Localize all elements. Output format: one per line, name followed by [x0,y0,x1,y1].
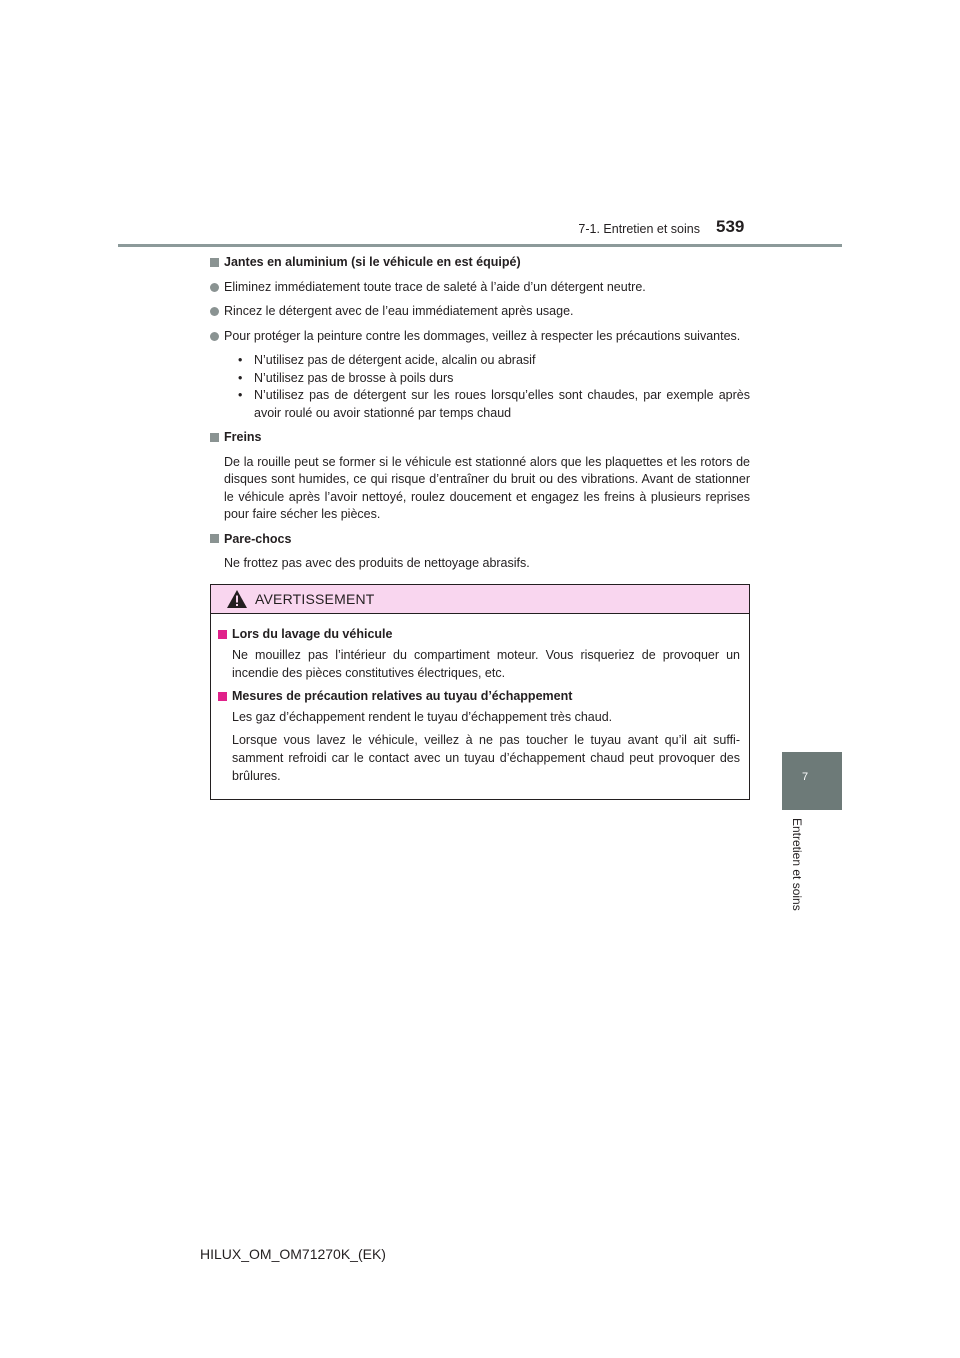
header-section-title: 7-1. Entretien et soins [578,222,700,236]
warning-box [210,584,750,800]
square-bullet-icon [210,433,219,442]
sub-list [210,352,750,422]
square-bullet-icon [210,258,219,267]
warning-item-text: Les gaz d’échappement rendent le tuyau d’échappement très chaud. [232,710,613,724]
warning-item-text: Lorsque vous lavez le véhicule, veillez à ne pas toucher le tuyau avant qu’il ait suffi-samment refroidi car le contact avec un tuyau d’échappement chaud peut provoquer des brûlures. [232,733,740,783]
freins-text: De la rouille peut se former si le véhicule est stationné alors que les plaquettes et les rotors de disques sont humides, ce qui risque d’entraîner du bruit ou des vibrations. Avant de stationner le véhicule après l’avoir nettoyé, roulez doucement et engagez les freins à plusieurs reprises pour faire sécher les pièces. [224,454,750,521]
section-heading-freins: Freins [210,429,750,447]
warning-body [218,625,740,790]
parechocs-text: Ne frottez pas avec des produits de nettoyage abrasifs. [224,556,530,570]
chapter-number: 7 [802,771,809,783]
chapter-tab[interactable] [782,752,842,810]
bullet-item: Eliminez immédiatement toute trace de saleté à l’aide d’un détergent neutre. [210,279,750,297]
square-bullet-icon [218,630,227,639]
round-bullet-icon [210,283,219,292]
sub-item: • N’utilisez pas de détergent sur les roues lorsqu’elles sont chaudes, par exemple après avoir roulé ou avoir stationné par temps chaud [238,388,750,420]
section-heading-parechocs: Pare-chocs [210,531,750,549]
section-heading-jantes: Jantes en aluminium (si le véhicule en est équipé) [210,254,750,272]
sub-bullet: • [238,388,243,402]
page-number: 539 [716,217,745,236]
warning-triangle-icon [226,589,248,609]
sub-bullet: • [238,370,243,385]
header-divider [118,244,842,247]
sub-item: • N’utilisez pas de détergent acide, alcalin ou abrasif [238,352,750,370]
warning-item-heading: Lors du lavage du véhicule [218,625,740,643]
round-bullet-icon [210,332,219,341]
main-content [210,254,750,580]
square-bullet-icon [210,534,219,543]
sub-item: • N’utilisez pas de brosse à poils durs [238,370,750,388]
warning-header [211,585,749,614]
chapter-label: Entretien et soins [790,818,804,911]
warning-item-heading: Mesures de précaution relatives au tuyau d’échappement [218,687,740,705]
warning-title: AVERTISSEMENT [255,591,375,607]
bullet-item: Pour protéger la peinture contre les dommages, veillez à respecter les précautions suivantes. [210,328,750,346]
square-bullet-icon [218,692,227,701]
warning-item-text: Ne mouillez pas l’intérieur du compartiment moteur. Vous risqueriez de provoquer un incendie des pièces constitutives électriques, etc. [232,648,740,680]
bullet-item: Rincez le détergent avec de l’eau immédiatement après usage. [210,303,750,321]
round-bullet-icon [210,307,219,316]
footer-code: HILUX_OM_OM71270K_(EK) [200,1246,386,1262]
sub-bullet: • [238,353,243,367]
